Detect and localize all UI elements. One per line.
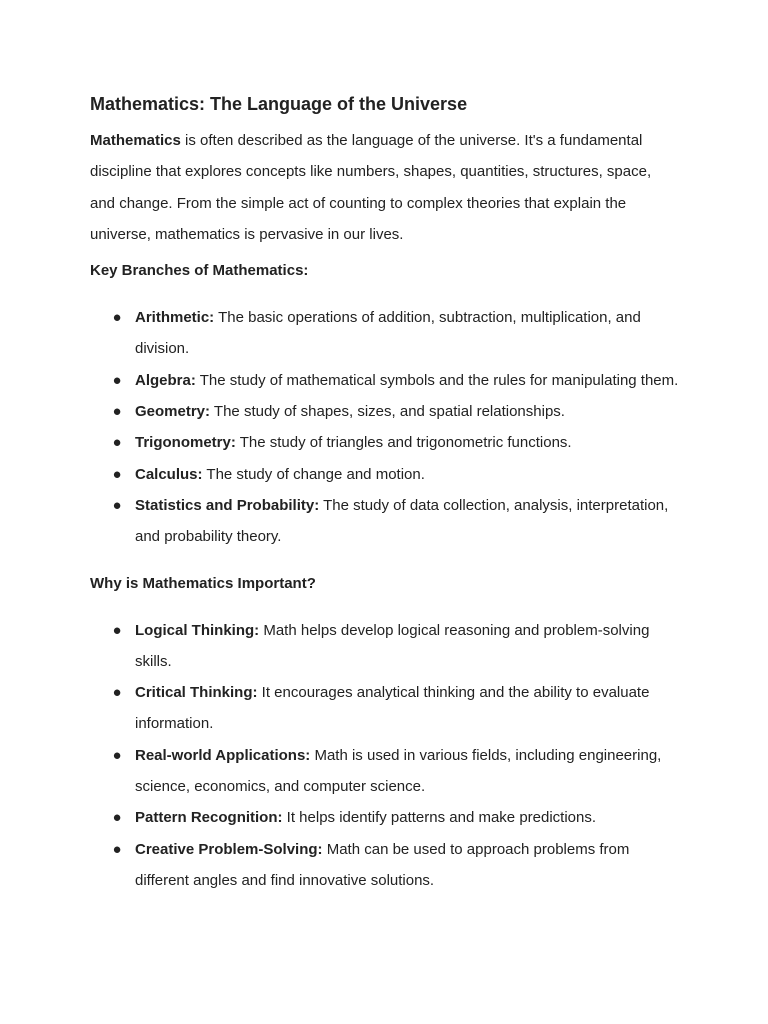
bullet-icon: ●: [112, 465, 122, 483]
importance-list: [90, 615, 680, 897]
list-item: [90, 677, 680, 740]
list-item-text: The study of shapes, sizes, and spatial relationships.: [210, 403, 565, 421]
bullet-icon: ●: [112, 746, 122, 764]
list-item-term: Logical Thinking:: [135, 621, 260, 639]
bullet-icon: ●: [112, 434, 122, 452]
intro-text: is often described as the language of the universe. It's a fundamental discipline that explores concepts like numbers, shapes, quantities, structures, space, and change. From the simple act of counting to complex theories that explain the universe, mathematics is pervasive in our lives.: [90, 132, 652, 243]
list-item-term: Real-world Applications:: [135, 746, 311, 764]
list-item: [90, 302, 680, 365]
list-item: [90, 490, 680, 553]
list-item-text: The study of mathematical symbols and the rules for manipulating them.: [195, 371, 679, 389]
list-item-text: The study of data collection, analysis, interpretation, and probability theory.: [135, 496, 669, 546]
list-item: [90, 427, 680, 458]
list-item-term: Critical Thinking:: [135, 684, 258, 702]
list-item-text: The study of triangles and trigonometric functions.: [235, 434, 572, 452]
list-item-text: It helps identify patterns and make predictions.: [282, 809, 597, 827]
list-item: [90, 834, 680, 897]
list-item: [90, 459, 680, 490]
bullet-icon: ●: [112, 496, 122, 514]
list-item-term: Trigonometry:: [135, 434, 236, 452]
list-item-text: The basic operations of addition, subtraction, multiplication, and division.: [135, 309, 641, 358]
bullet-icon: ●: [112, 684, 122, 702]
list-item-term: Pattern Recognition:: [135, 809, 283, 827]
list-item-term: Calculus:: [135, 465, 203, 483]
list-item-term: Creative Problem-Solving:: [135, 840, 323, 858]
branches-list: [90, 302, 680, 552]
list-item: [90, 740, 680, 803]
list-item-text: It encourages analytical thinking and the ability to evaluate information.: [135, 684, 650, 733]
intro-paragraph: [90, 125, 680, 250]
intro-bold-term: Mathematics: [90, 132, 181, 149]
bullet-icon: ●: [112, 809, 122, 827]
importance-heading: Why is Mathematics Important?: [90, 574, 316, 592]
list-item-term: Arithmetic:: [135, 309, 215, 327]
list-item: [90, 802, 680, 833]
list-item: [90, 365, 680, 396]
list-item-term: Algebra:: [135, 371, 196, 389]
bullet-icon: ●: [112, 371, 122, 389]
document-page: [90, 92, 680, 896]
bullet-icon: ●: [112, 840, 122, 858]
page-title: Mathematics: The Language of the Universe: [90, 94, 468, 114]
list-item: [90, 396, 680, 427]
bullet-icon: ●: [112, 621, 122, 639]
list-item-term: Statistics and Probability:: [135, 496, 320, 514]
bullet-icon: ●: [112, 309, 122, 327]
list-item-term: Geometry:: [135, 403, 211, 421]
list-item-text: Math can be used to approach problems from different angles and find innovative solutions.: [135, 840, 630, 889]
list-item-text: Math is used in various fields, including engineering, science, economics, and computer science.: [135, 746, 662, 796]
bullet-icon: ●: [112, 403, 122, 421]
list-item: [90, 615, 680, 678]
list-item-text: The study of change and motion.: [202, 465, 425, 483]
list-item-text: Math helps develop logical reasoning and problem-solving skills.: [135, 621, 650, 670]
branches-heading: Key Branches of Mathematics:: [90, 262, 309, 280]
